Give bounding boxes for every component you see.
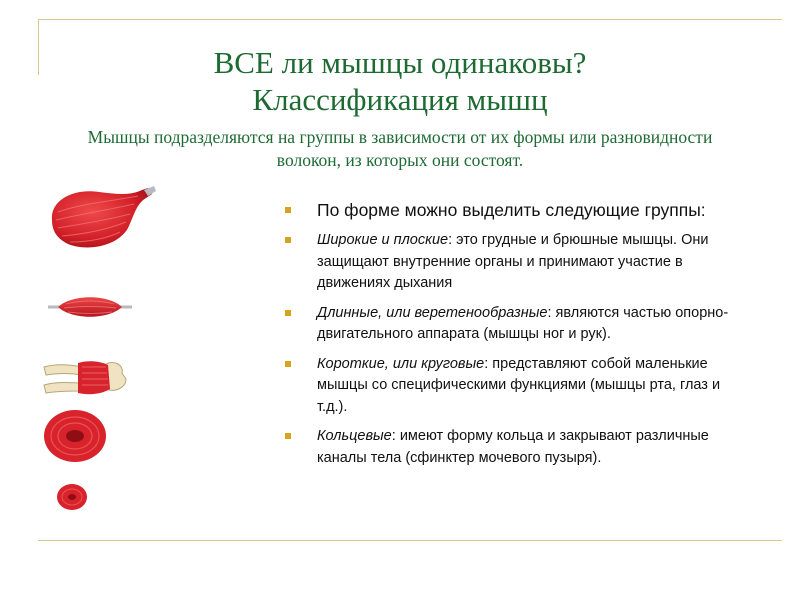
item-text: : являются частью опорно-двигательного аппарата (мышцы ног и рук). xyxy=(317,304,729,342)
bullet-icon xyxy=(285,361,291,367)
item-text: : имеют форму кольца и закрывают различные каналы тела (сфинктер мочевого пузыря). xyxy=(317,428,709,466)
ring-muscle-small-icon xyxy=(56,483,88,511)
content-list xyxy=(285,198,745,477)
spindle-muscle-icon xyxy=(46,292,134,322)
item-term: Длинные, или веретенообразные xyxy=(317,304,548,321)
short-muscle-icon xyxy=(42,357,128,399)
list-item xyxy=(285,303,745,346)
list-item xyxy=(285,354,745,419)
frame-bottom-line xyxy=(38,540,782,541)
list-item xyxy=(285,230,745,295)
item-text: : представляют собой маленькие мышцы со специфическими функциями (мышцы рта, глаз и т.д.). xyxy=(317,355,721,415)
slide-title-line1: ВСЕ ли мышцы одинаковы? xyxy=(213,45,587,80)
bullet-icon xyxy=(285,310,291,316)
item-text: : это грудные и брюшные мышцы. Они защищают внутренние органы и принимают участие в движениях дыхания xyxy=(317,232,709,291)
item-term: Короткие, или круговые xyxy=(317,355,485,372)
bullet-icon xyxy=(285,207,291,213)
ring-muscle-large-icon xyxy=(42,408,108,464)
wide-muscle-icon xyxy=(44,182,160,254)
intro-text: По форме можно выделить следующие группы: xyxy=(317,200,706,220)
list-item xyxy=(285,426,745,469)
bullet-icon xyxy=(285,237,291,243)
slide-title-line2: Классификация мышц xyxy=(252,82,548,117)
item-term: Кольцевые xyxy=(317,428,392,444)
frame-left-line xyxy=(38,19,39,75)
slide-subtitle: Мышцы подразделяются на группы в зависимости от их формы или разновидности волокон, из которых они состоят. xyxy=(87,127,713,170)
frame-top-line xyxy=(38,19,782,20)
intro-bullet xyxy=(285,198,745,222)
title-block xyxy=(60,44,740,172)
bullet-icon xyxy=(285,433,291,439)
item-term: Широкие и плоские xyxy=(317,232,449,248)
